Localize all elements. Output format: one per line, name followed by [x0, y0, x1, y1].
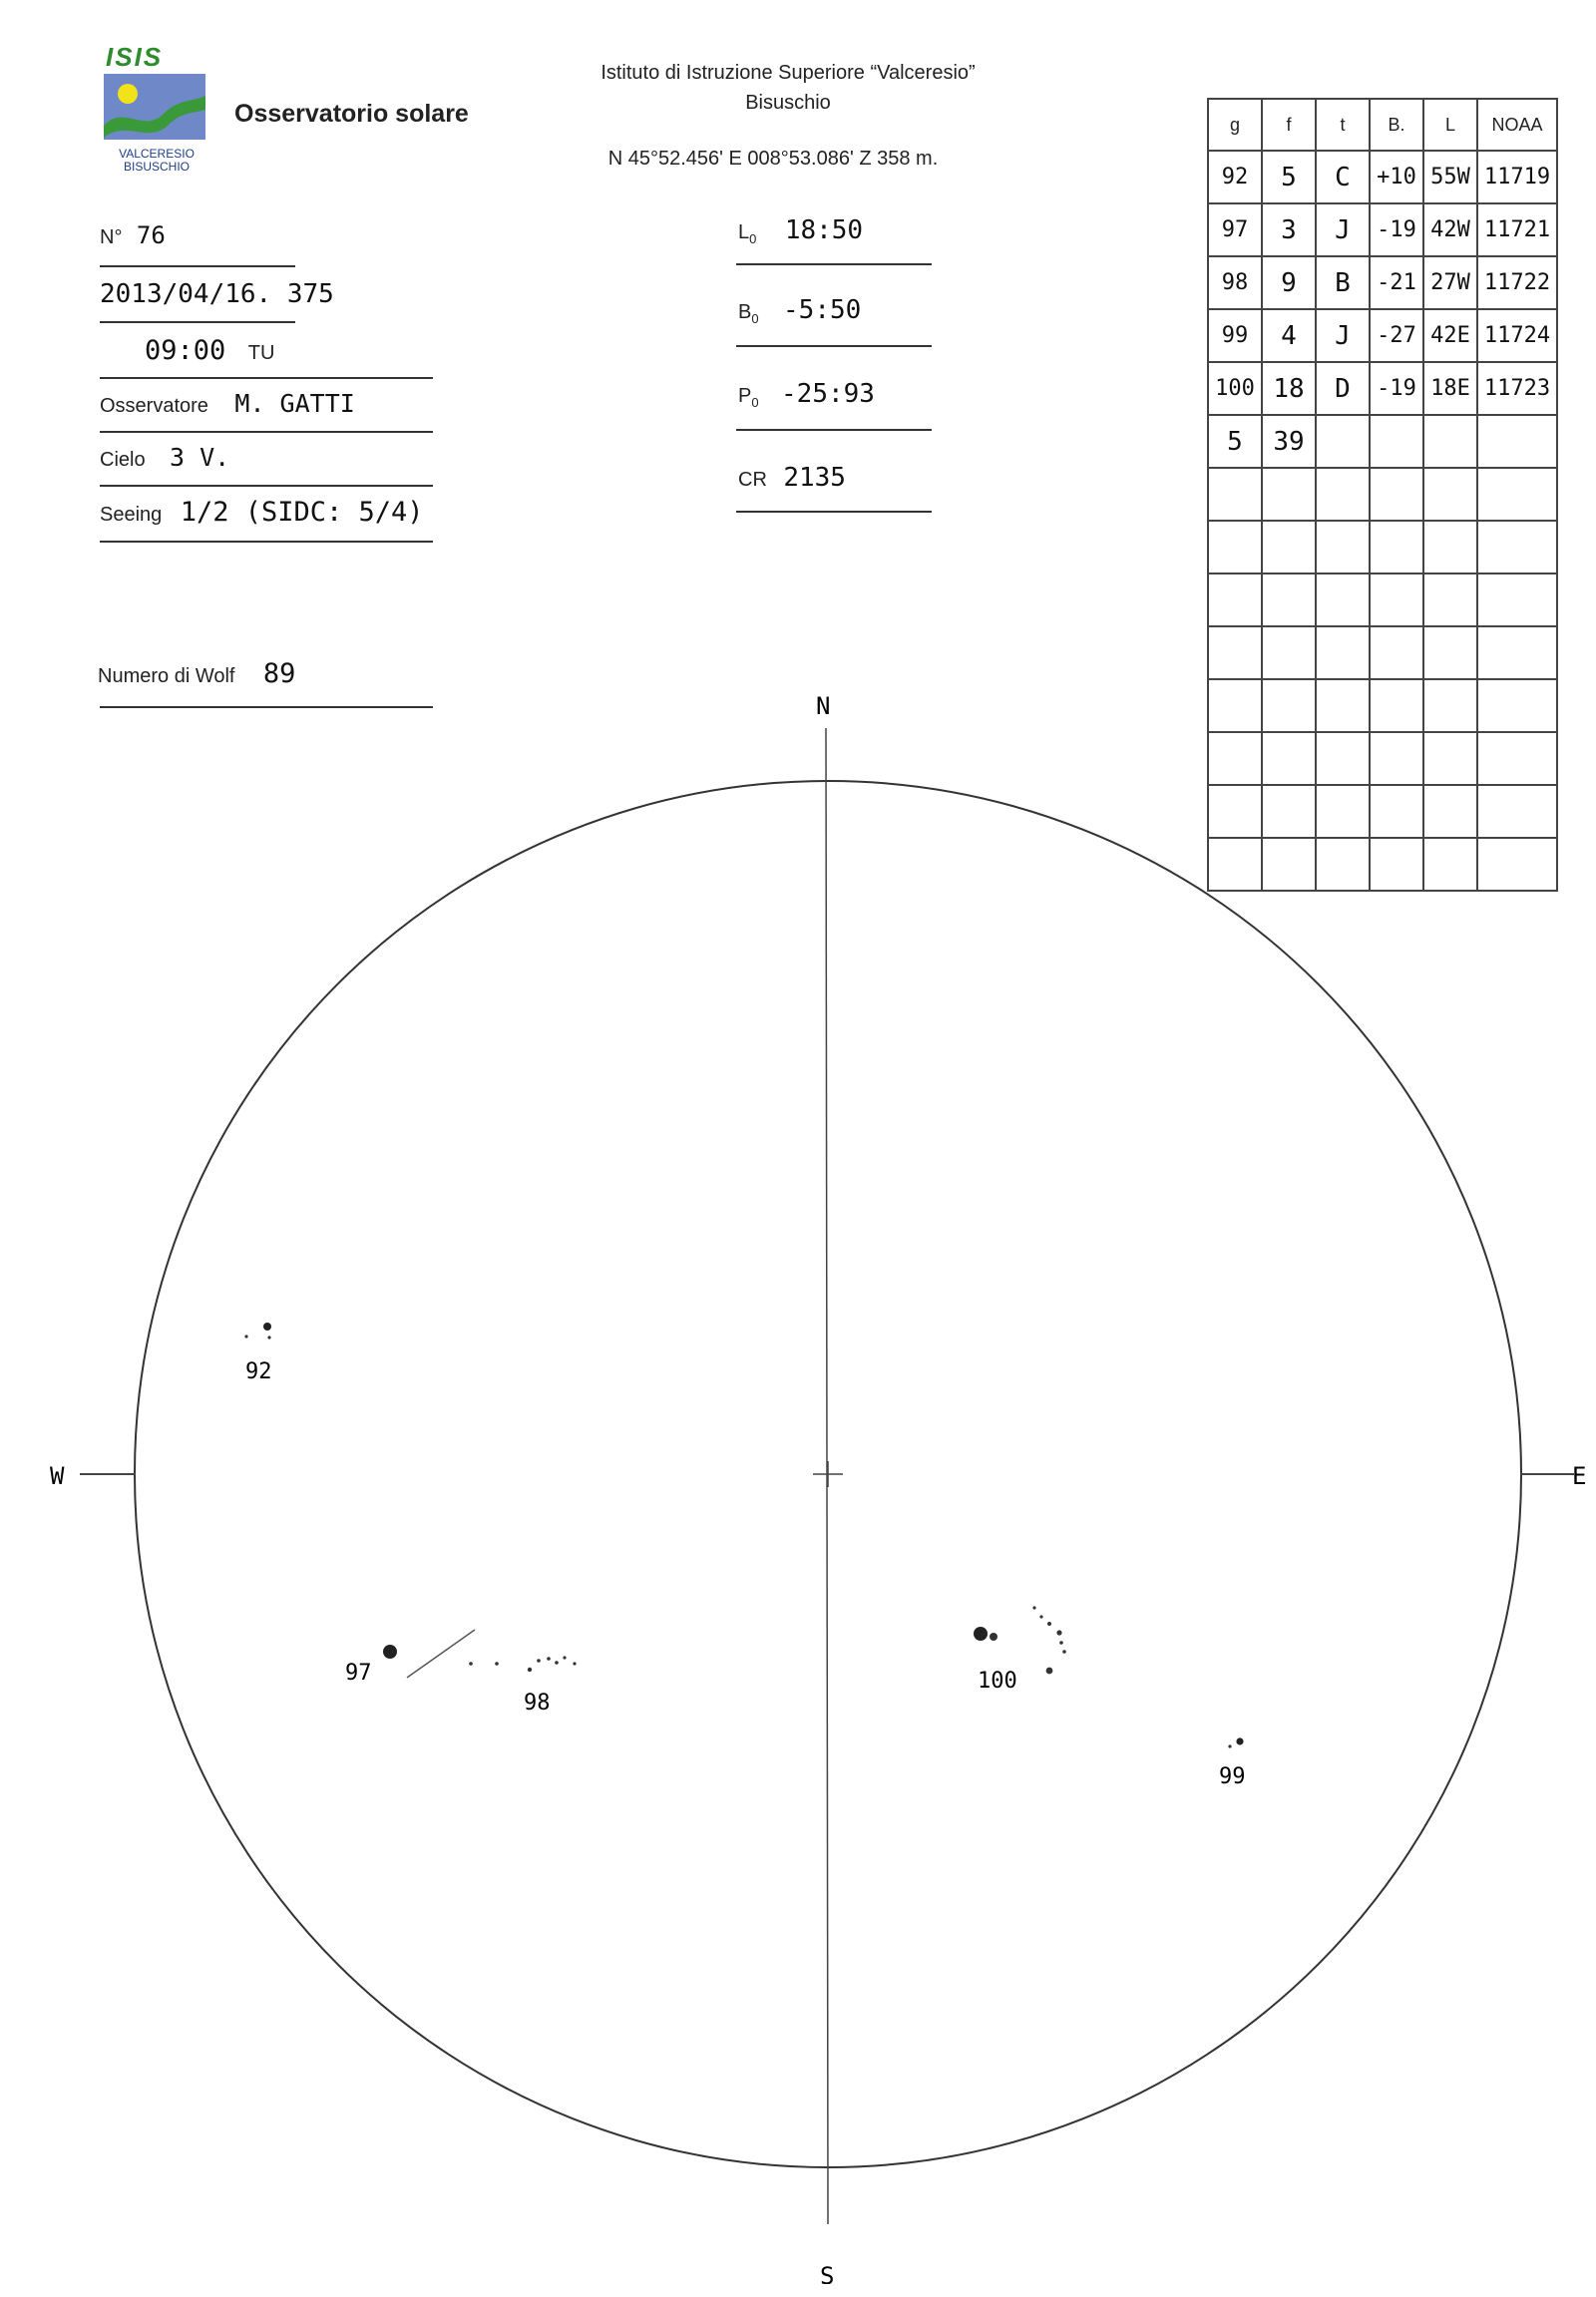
param-cr-value: 2135 [783, 463, 846, 493]
record-number-value: 76 [136, 221, 166, 249]
record-number-underline [100, 265, 295, 267]
time-underline [100, 377, 433, 379]
table-row [1208, 256, 1557, 309]
table-cell [1423, 415, 1477, 468]
south-label: S [820, 2262, 835, 2284]
observer-field [100, 389, 355, 418]
date-underline [100, 321, 295, 323]
sunspot-group-92 [244, 1323, 271, 1384]
table-row [1208, 151, 1557, 203]
table-cell: -21 [1370, 256, 1423, 309]
sky-value: 3 V. [170, 443, 230, 472]
param-cr-underline [736, 511, 932, 513]
table-row-empty [1208, 521, 1557, 574]
seeing-field [100, 497, 424, 528]
table-cell: 11719 [1477, 151, 1557, 203]
table-cell [1370, 415, 1423, 468]
table-cell [1477, 415, 1557, 468]
param-l0 [738, 215, 863, 246]
sunspot-group-99 [1219, 1737, 1246, 1789]
observatory-title: Osservatorio solare [234, 100, 469, 128]
observatory-coordinates: N 45°52.456' E 008°53.086' Z 358 m. [607, 148, 939, 170]
param-p0-label: P [738, 385, 752, 407]
param-l0-value: 18:50 [784, 215, 864, 245]
table-cell: 99 [1208, 309, 1262, 362]
param-l0-sub: 0 [749, 231, 757, 246]
table-cell: -19 [1370, 203, 1423, 256]
wolf-number-value: 89 [262, 658, 296, 689]
table-cell: 11721 [1477, 203, 1557, 256]
table-cell: 3 [1262, 203, 1316, 256]
table-cell: 27W [1423, 256, 1477, 309]
table-cell: 11723 [1477, 362, 1557, 415]
school-logo [102, 42, 211, 180]
group-label-92: 92 [245, 1359, 272, 1384]
logo-wordmark: ISIS [106, 42, 164, 72]
table-cell: 55W [1423, 151, 1477, 203]
table-cell: D [1316, 362, 1370, 415]
table-cell: 18 [1262, 362, 1316, 415]
table-cell: 92 [1208, 151, 1262, 203]
table-totals-row [1208, 415, 1557, 468]
table-cell: 18E [1423, 362, 1477, 415]
table-header-cell: t [1316, 99, 1370, 151]
table-row-empty [1208, 468, 1557, 521]
sunspot-group-100 [974, 1606, 1066, 1694]
sunspot-group-97 [345, 1630, 475, 1686]
table-row [1208, 362, 1557, 415]
logo-caption: VALCERESIO BISUSCHIO [119, 147, 195, 174]
seeing-value: 1/2 (SIDC: 5/4) [180, 497, 424, 528]
table-cell: 5 [1208, 415, 1262, 468]
sky-underline [100, 485, 433, 487]
table-cell: -27 [1370, 309, 1423, 362]
table-cell: 4 [1262, 309, 1316, 362]
table-cell: 98 [1208, 256, 1262, 309]
table-cell: C [1316, 151, 1370, 203]
param-b0-label: B [738, 301, 752, 323]
table-cell: J [1316, 309, 1370, 362]
table-row [1208, 309, 1557, 362]
observation-time [145, 335, 274, 366]
table-cell: +10 [1370, 151, 1423, 203]
table-cell: 42E [1423, 309, 1477, 362]
solar-disk-drawing [0, 688, 1596, 2284]
observer-underline [100, 431, 433, 433]
logo-emblem-icon [104, 74, 205, 140]
param-b0-value: -5:50 [783, 295, 862, 325]
seeing-underline [100, 541, 433, 543]
group-label-97: 97 [345, 1661, 372, 1686]
observation-time-value: 09:00 [145, 335, 226, 366]
table-header-cell: f [1262, 99, 1316, 151]
time-unit-label: TU [247, 342, 275, 364]
seeing-label: Seeing [100, 504, 163, 526]
observation-date: 2013/04/16. 375 [100, 279, 334, 309]
wolf-number-field [98, 658, 295, 689]
table-row-empty [1208, 574, 1557, 626]
north-label: N [816, 692, 831, 720]
param-p0-sub: 0 [751, 395, 759, 410]
sky-field [100, 443, 229, 472]
table-cell: 97 [1208, 203, 1262, 256]
table-cell: 100 [1208, 362, 1262, 415]
group-label-98: 98 [524, 1691, 551, 1716]
table-cell: J [1316, 203, 1370, 256]
table-header-cell: g [1208, 99, 1262, 151]
table-header-cell: B. [1370, 99, 1423, 151]
table-cell: 5 [1262, 151, 1316, 203]
param-p0 [738, 379, 875, 410]
param-l0-underline [736, 263, 932, 265]
table-header-cell: NOAA [1477, 99, 1557, 151]
wolf-number-label: Numero di Wolf [98, 665, 235, 687]
param-b0-sub: 0 [751, 311, 759, 326]
west-label: W [50, 1462, 65, 1490]
param-cr-label: CR [738, 469, 767, 491]
sky-label: Cielo [100, 449, 146, 471]
institute-town: Bisuschio [745, 92, 831, 114]
table-cell [1316, 415, 1370, 468]
table-cell: 11722 [1477, 256, 1557, 309]
table-header-row [1208, 99, 1557, 151]
record-number [100, 221, 166, 249]
table-cell: 9 [1262, 256, 1316, 309]
table-header-cell: L [1423, 99, 1477, 151]
param-p0-underline [736, 429, 932, 431]
param-b0-underline [736, 345, 932, 347]
table-cell: 11724 [1477, 309, 1557, 362]
table-cell: B [1316, 256, 1370, 309]
table-row [1208, 203, 1557, 256]
param-l0-label: L [738, 221, 750, 243]
group-label-99: 99 [1219, 1764, 1246, 1789]
institute-name: Istituto di Istruzione Superiore “Valceresio” [600, 62, 976, 84]
param-b0 [738, 295, 861, 326]
param-cr [738, 463, 846, 493]
east-label: E [1572, 1462, 1587, 1490]
sunspot-group-98 [469, 1656, 576, 1716]
observer-label: Osservatore [100, 395, 208, 417]
table-cell: -19 [1370, 362, 1423, 415]
record-number-label: N° [100, 226, 123, 248]
group-label-100: 100 [978, 1669, 1017, 1694]
table-cell: 39 [1262, 415, 1316, 468]
observer-value: M. GATTI [234, 389, 355, 418]
table-row-empty [1208, 626, 1557, 679]
table-cell: 42W [1423, 203, 1477, 256]
param-p0-value: -25:93 [781, 379, 875, 409]
